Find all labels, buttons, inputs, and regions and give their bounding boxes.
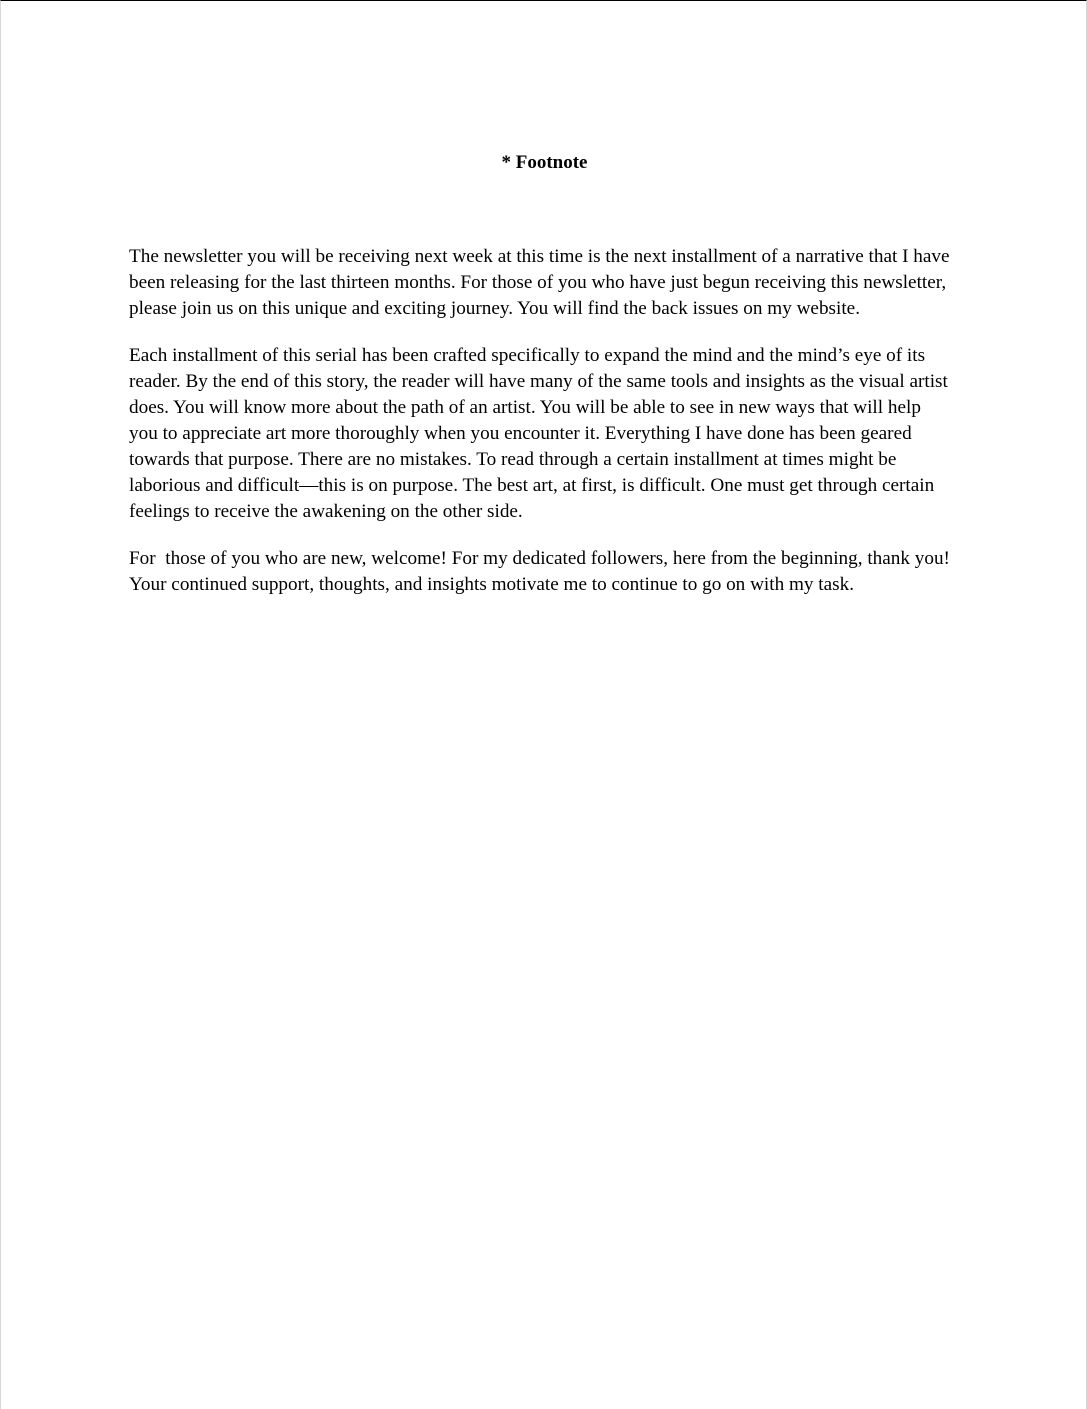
paragraph-intro: The newsletter you will be receiving next week at this time is the next installment of a narrative that I have been releasing for the last thirteen months. For those of you who have just begun receiving this newsletter, please join us on this unique and exciting journey. You will find the back issues on my website. bbox=[129, 246, 955, 319]
paragraph-welcome: For those of you who are new, welcome! For my dedicated followers, here from the beginning, thank you! Your continued support, thoughts, and insights motivate me to continue to go on with my task. bbox=[129, 548, 955, 595]
document-body bbox=[129, 244, 955, 619]
paragraph-purpose: Each installment of this serial has been crafted specifically to expand the mind and the mind’s eye of its reader. By the end of this story, the reader will have many of the same tools and insights as the visual artist does. You will know more about the path of an artist. You will be able to see in new ways that will help you to appreciate art more thoroughly when you encounter it. Everything I have done has been geared towards that purpose. There are no mistakes. To read through a certain installment at times might be laborious and difficult—this is on purpose. The best art, at first, is difficult. One must get through certain feelings to receive the awakening on the other side. bbox=[129, 345, 953, 522]
page-title: * Footnote bbox=[501, 152, 588, 173]
